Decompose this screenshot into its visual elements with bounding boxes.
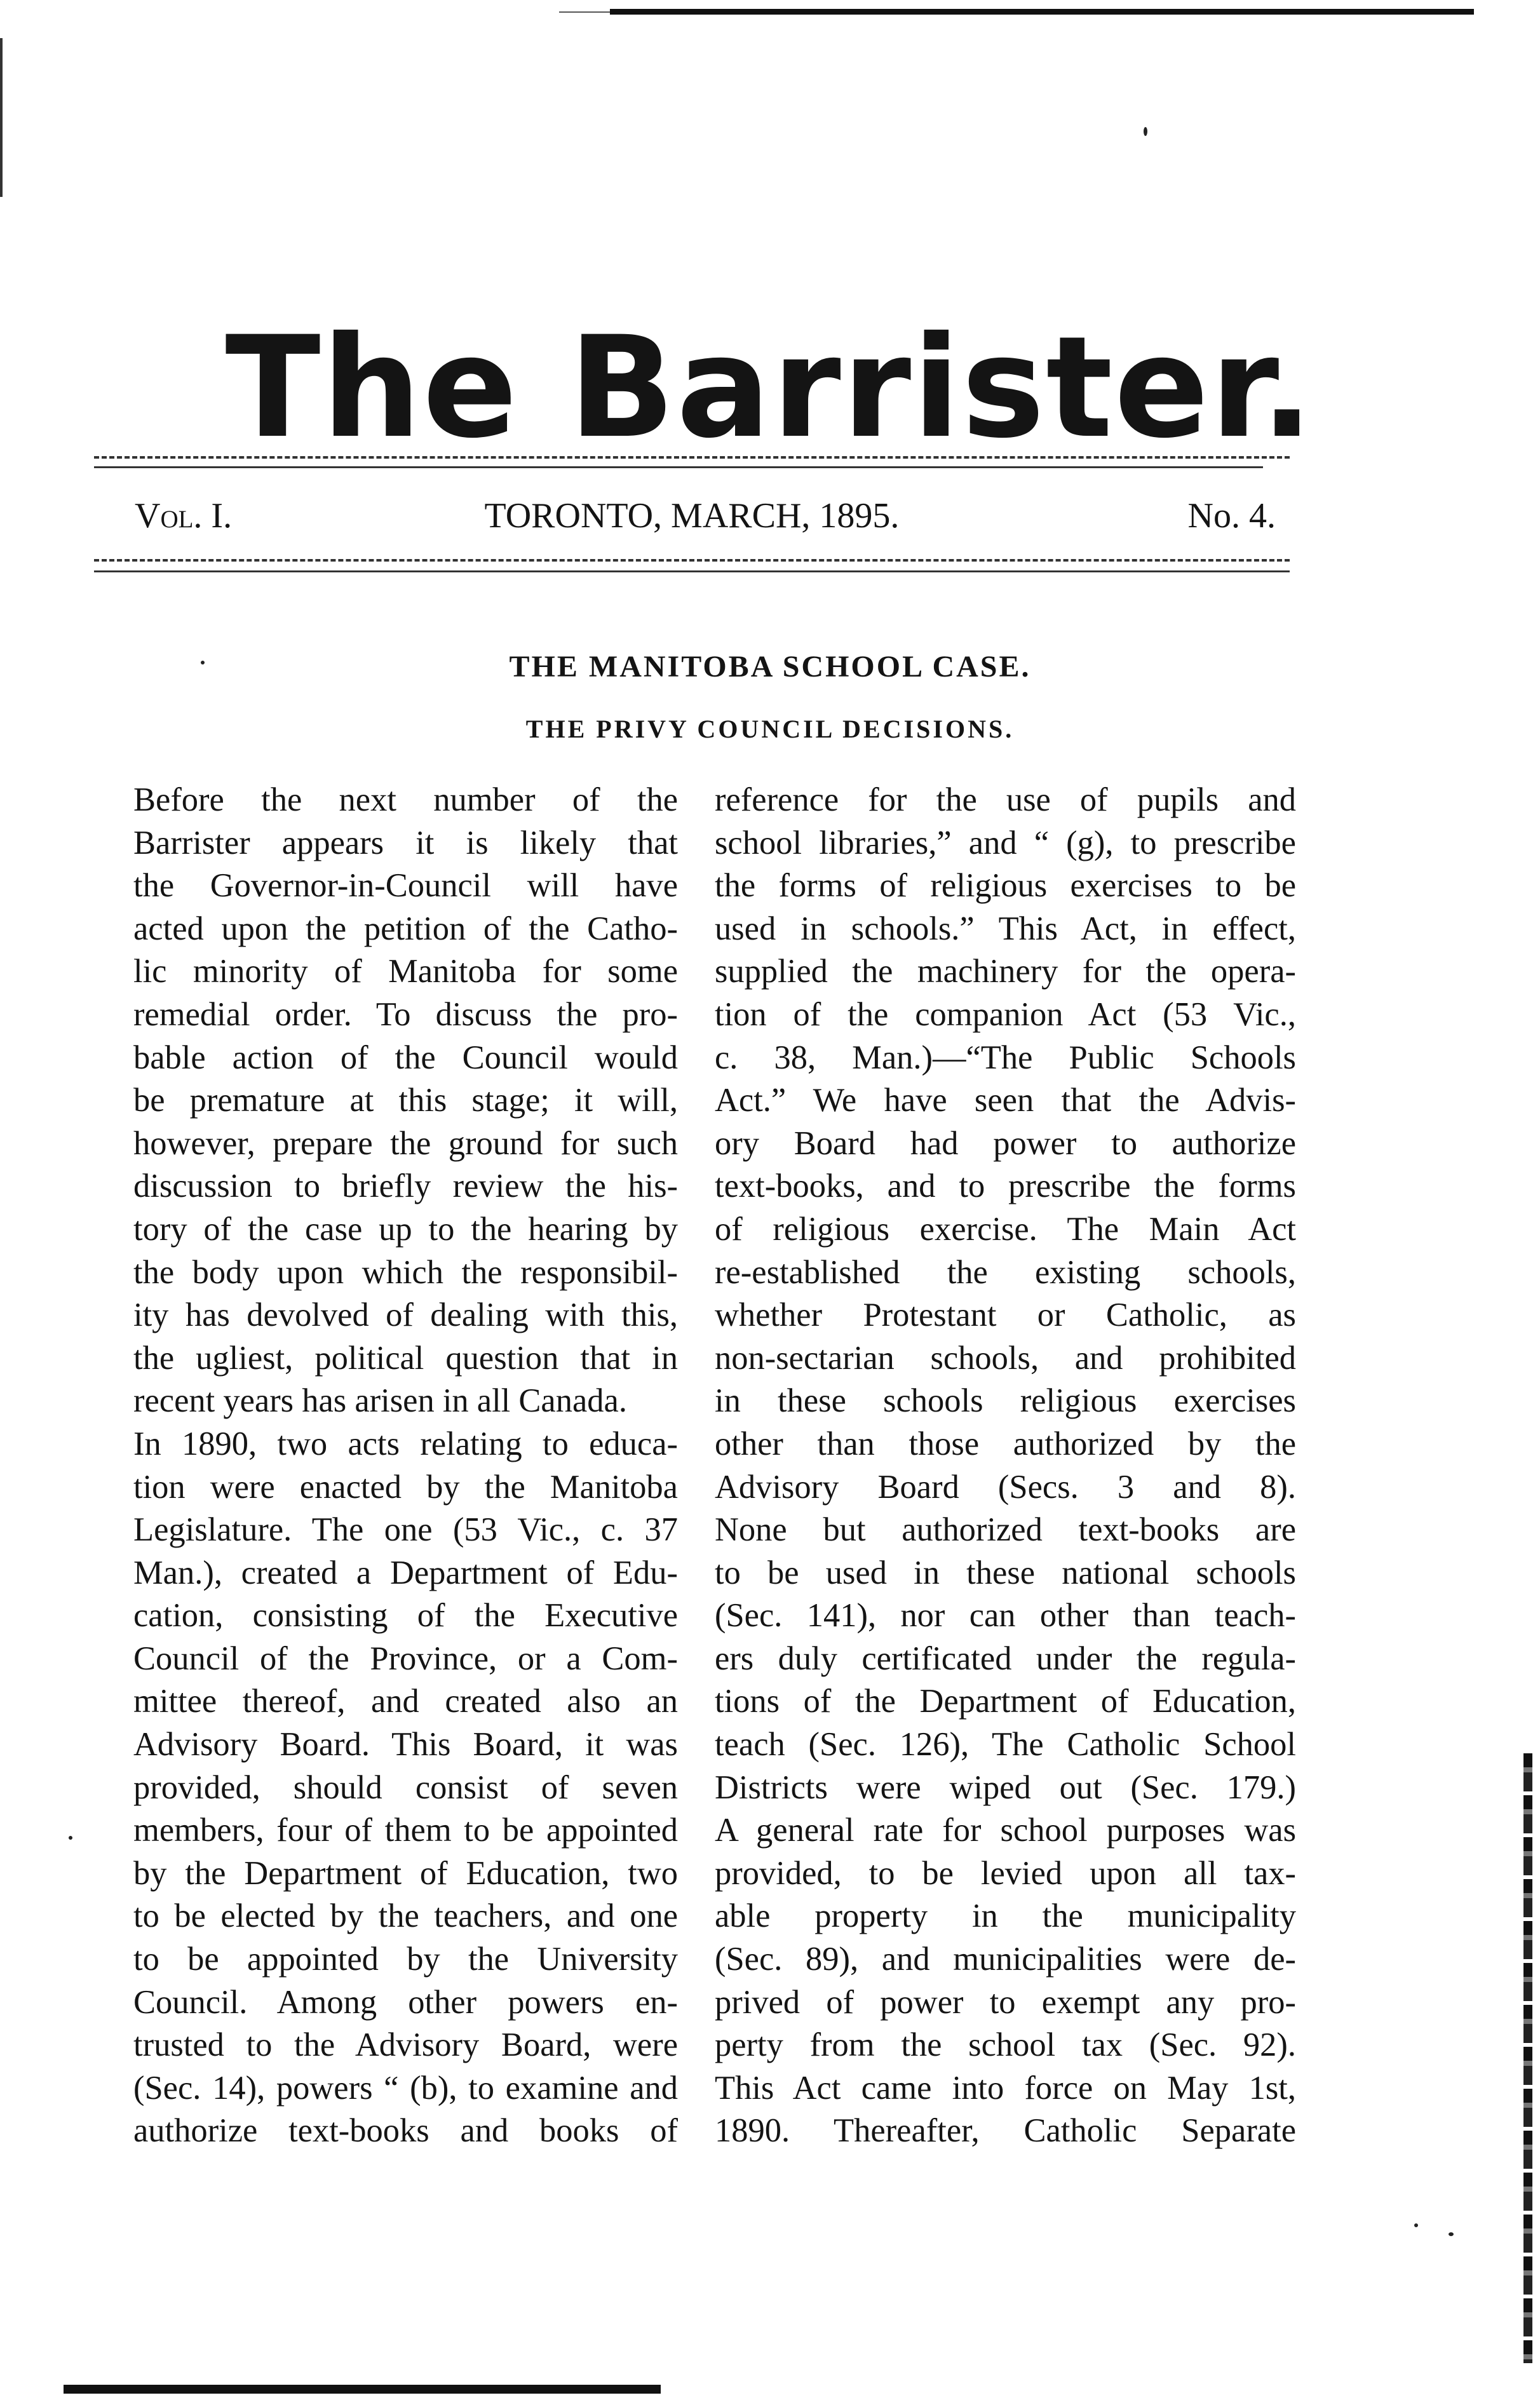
text-line: 1890. Thereafter, Catholic Separate — [715, 2112, 1296, 2150]
scan-top-rule — [610, 9, 1474, 15]
text-line: ers duly certificated under the regula- — [715, 1640, 1296, 1677]
article-heading: THE MANITOBA SCHOOL CASE. — [509, 650, 1031, 684]
text-line: be premature at this stage; it will, — [133, 1082, 678, 1119]
text-line: other than those authorized by the — [715, 1425, 1296, 1462]
text-line: to be appointed by the University — [133, 1941, 678, 1978]
text-line: teach (Sec. 126), The Catholic School — [715, 1726, 1296, 1763]
text-line: re-established the existing schools, — [715, 1253, 1296, 1291]
paragraph — [715, 779, 1296, 2153]
text-line: the Governor-in-Council will have — [133, 867, 678, 905]
text-line: in these schools religious exercises — [715, 1382, 1296, 1420]
scan-bottom-rule — [64, 2385, 661, 2394]
text-line: members, four of them to be appointed — [133, 1812, 678, 1849]
text-line: reference for the use of pupils and — [715, 781, 1296, 818]
text-line: recent years has arisen in all Canada. — [133, 1382, 627, 1420]
text-line: school libraries,” and “ (g), to prescribe — [715, 824, 1296, 861]
text-line: Act.” We have seen that the Advis- — [715, 1082, 1296, 1119]
text-line: Advisory Board (Secs. 3 and 8). — [715, 1468, 1296, 1506]
masthead-rule-top-2 — [94, 466, 1263, 468]
text-line: to be elected by the teachers, and one — [133, 1898, 678, 1935]
text-line: None but authorized text-books are — [715, 1511, 1296, 1549]
scan-left-edge — [0, 38, 3, 197]
text-line: (Sec. 89), and municipalities were de- — [715, 1941, 1296, 1978]
paragraph — [97, 779, 678, 1423]
text-line: bable action of the Council would — [133, 1039, 678, 1076]
text-line: perty from the school tax (Sec. 92). — [715, 2026, 1296, 2064]
scan-speck — [69, 1836, 72, 1840]
text-line: the body upon which the responsibil- — [133, 1253, 678, 1291]
text-line: Man.), created a Department of Edu- — [133, 1554, 678, 1591]
text-line: Legislature. The one (53 Vic., c. 37 — [133, 1511, 678, 1549]
text-line: ory Board had power to authorize — [715, 1124, 1296, 1162]
text-line: Barrister appears it is likely that — [133, 824, 678, 861]
masthead-title: The Barrister. — [225, 306, 1315, 469]
scan-speck — [1449, 2232, 1454, 2236]
text-line: tory of the case up to the hearing by — [133, 1210, 678, 1248]
text-line: mittee thereof, and created also an — [133, 1683, 678, 1720]
text-line: c. 38, Man.)—“The Public Schools — [715, 1039, 1296, 1076]
text-line: Advisory Board. This Board, it was — [133, 1726, 678, 1763]
text-line: the forms of religious exercises to be — [715, 867, 1296, 905]
dateline — [94, 490, 1290, 541]
text-line: able property in the municipality — [715, 1898, 1296, 1935]
text-line: acted upon the petition of the Catho- — [133, 910, 678, 947]
text-line: whether Protestant or Catholic, as — [715, 1297, 1296, 1334]
text-line: cation, consisting of the Executive — [133, 1597, 678, 1635]
text-line: prived of power to exempt any pro- — [715, 1983, 1296, 2021]
text-line: by the Department of Education, two — [133, 1854, 678, 1892]
text-line: provided, to be levied upon all tax- — [715, 1854, 1296, 1892]
text-line: supplied the machinery for the opera- — [715, 953, 1296, 990]
article-subheading: THE PRIVY COUNCIL DECISIONS. — [525, 715, 1015, 743]
text-line: (Sec. 141), nor can other than teach- — [715, 1597, 1296, 1635]
scan-right-edge — [1523, 1753, 1532, 2363]
text-line: discussion to briefly review the his- — [133, 1168, 678, 1205]
text-line: (Sec. 14), powers “ (b), to examine and — [133, 2069, 678, 2107]
text-line: to be used in these national schools — [715, 1554, 1296, 1591]
text-line: tion of the companion Act (53 Vic., — [715, 995, 1296, 1033]
text-line: Council. Among other powers en- — [133, 1983, 678, 2021]
text-line: the ugliest, political question that in — [133, 1339, 678, 1377]
scan-edge-mark — [559, 11, 610, 13]
scan-speck — [1414, 2223, 1418, 2227]
masthead-rule-bottom-2 — [94, 570, 1290, 572]
text-line: provided, should consist of seven — [133, 1769, 678, 1806]
text-line: text-books, and to prescribe the forms — [715, 1168, 1296, 1205]
text-line: of religious exercise. The Main Act — [715, 1210, 1296, 1248]
text-line: tion were enacted by the Manitoba — [133, 1468, 678, 1506]
place-date: TORONTO, MARCH, 1895. — [484, 496, 900, 536]
text-line: Council of the Province, or a Com- — [133, 1640, 678, 1677]
text-line: ity has devolved of dealing with this, — [133, 1297, 678, 1334]
scan-speck — [1144, 127, 1147, 136]
article-column-right — [715, 779, 1296, 2153]
text-line: lic minority of Manitoba for some — [133, 953, 678, 990]
masthead-rule-top — [94, 456, 1290, 459]
text-line: however, prepare the ground for such — [133, 1124, 678, 1162]
text-line: In 1890, two acts relating to educa- — [133, 1425, 678, 1462]
text-line: remedial order. To discuss the pro- — [133, 995, 678, 1033]
text-line: non-sectarian schools, and prohibited — [715, 1339, 1296, 1377]
issue-number: No. 4. — [1187, 496, 1276, 536]
masthead-rule-bottom — [94, 559, 1290, 562]
article-column-left — [97, 779, 678, 2153]
text-line: A general rate for school purposes was — [715, 1812, 1296, 1849]
volume-label: Vol. I. — [135, 496, 233, 536]
text-line: authorize text-books and books of — [133, 2112, 678, 2150]
text-line: trusted to the Advisory Board, were — [133, 2026, 678, 2064]
text-line: This Act came into force on May 1st, — [715, 2069, 1296, 2107]
text-line: Before the next number of the — [133, 781, 678, 818]
text-line: tions of the Department of Education, — [715, 1683, 1296, 1720]
text-line: Districts were wiped out (Sec. 179.) — [715, 1769, 1296, 1806]
text-line: used in schools.” This Act, in effect, — [715, 910, 1296, 947]
paragraph — [97, 1423, 678, 2153]
